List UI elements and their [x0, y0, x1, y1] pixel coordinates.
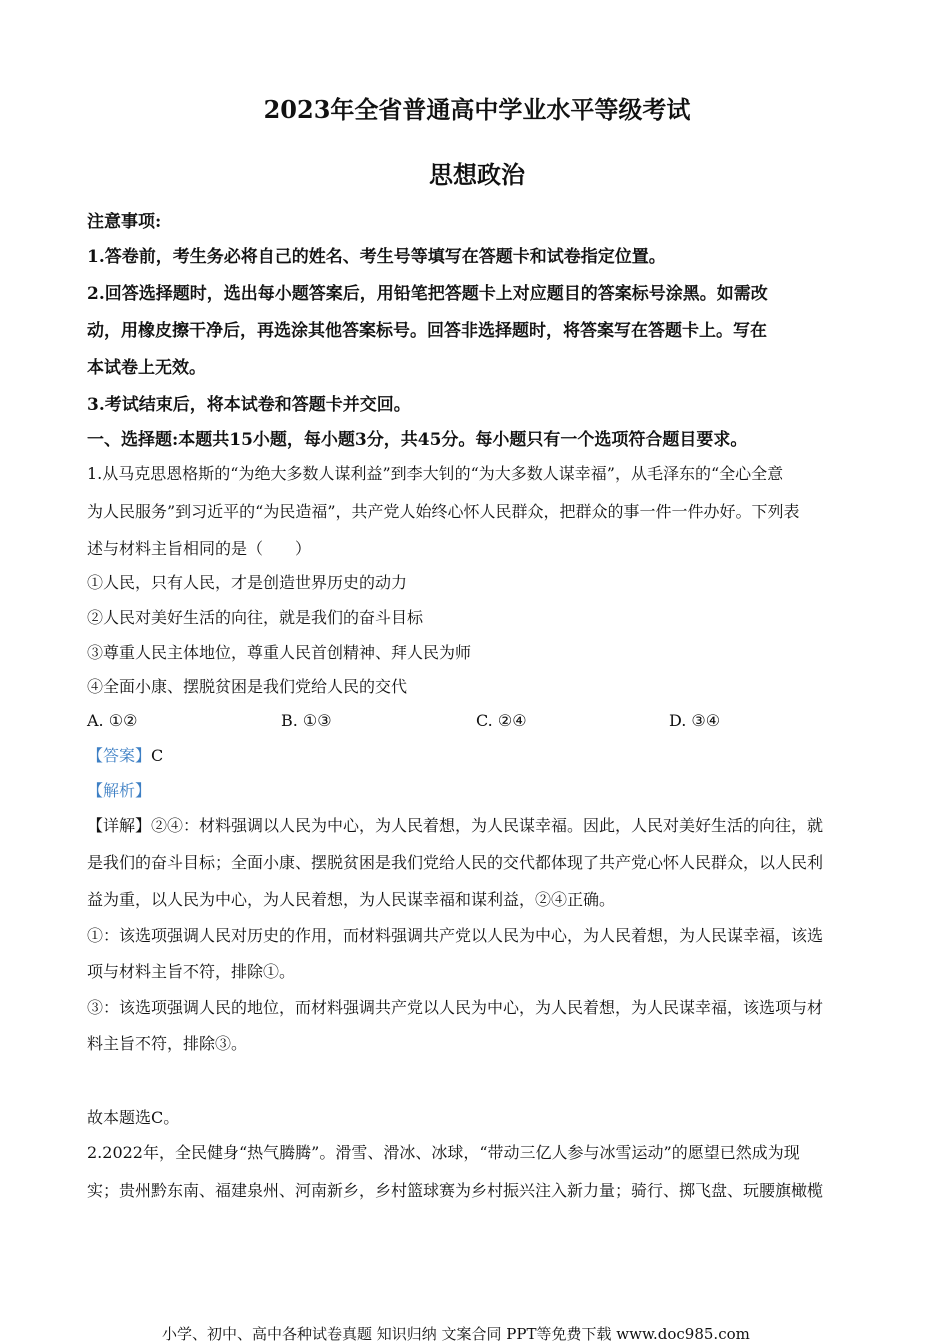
q1-detail-line-1: 【详解】②④：材料强调以人民为中心，为人民着想，为人民谋幸福。因此，人民对美好生活的向往，就	[87, 816, 824, 835]
q1-stem-line-1: 1.从马克思恩格斯的“为绝大多数人谋利益”到李大钊的“为大多数人谋幸福”，从毛泽东的“全心全意	[87, 464, 784, 483]
q1-detail-line-3: 益为重，以人民为中心，为人民着想，为人民谋幸福和谋利益，②④正确。	[87, 890, 616, 909]
notice-heading: 注意事项:	[87, 212, 162, 232]
q1-stem-line-3: 述与材料主旨相同的是（ ）	[87, 539, 312, 558]
q1-conclusion: 故本题选C。	[87, 1108, 180, 1127]
q2-stem-line-1: 2.2022年，全民健身“热气腾腾”。滑雪、滑冰、冰球，“带动三亿人参与冰雪运动”的愿望已然成为现	[87, 1143, 800, 1162]
notice-item-3: 3.考试结束后，将本试卷和答题卡并交回。	[87, 395, 411, 415]
answer-label: 【答案】	[87, 746, 152, 765]
q1-stem-line-2: 为人民服务”到习近平的“为民造福”，共产党人始终心怀人民群众，把群众的事一件一件办好。下列表	[87, 502, 800, 521]
q1-detail-line-7: 料主旨不符，排除③。	[87, 1034, 248, 1053]
q1-option-c: C. ②④	[476, 711, 527, 730]
q1-item-2: ②人民对美好生活的向往，就是我们的奋斗目标	[87, 608, 424, 627]
analysis-label: 【解析】	[87, 781, 152, 800]
q1-detail-line-6: ③：该选项强调人民的地位，而材料强调共产党以人民为中心，为人民着想，为人民谋幸福，该选项与材	[87, 998, 824, 1017]
notice-item-1: 1.答卷前，考生务必将自己的姓名、考生号等填写在答题卡和试卷指定位置。	[87, 247, 666, 267]
q1-detail-line-4: ①：该选项强调人民对历史的作用，而材料强调共产党以人民为中心，为人民着想，为人民谋幸福，该选	[87, 926, 824, 945]
q1-item-1: ①人民，只有人民，才是创造世界历史的动力	[87, 573, 408, 592]
answer-value: C	[151, 746, 164, 765]
q1-answer	[87, 746, 163, 766]
subject-title: 思想政治	[429, 160, 525, 189]
notice-item-2-line-1: 2.回答选择题时，选出每小题答案后，用铅笔把答题卡上对应题目的答案标号涂黑。如需改	[87, 284, 768, 304]
q2-stem-line-2: 实；贵州黔东南、福建泉州、河南新乡，乡村篮球赛为乡村振兴注入新力量；骑行、掷飞盘、玩腰旗橄榄	[87, 1181, 824, 1200]
q1-item-4: ④全面小康、摆脱贫困是我们党给人民的交代	[87, 677, 408, 696]
section-heading: 一、选择题:本题共15小题，每小题3分，共45分。每小题只有一个选项符合题目要求。	[87, 430, 748, 450]
q1-item-3: ③尊重人民主体地位，尊重人民首创精神、拜人民为师	[87, 643, 472, 662]
q1-option-b: B. ①③	[281, 711, 332, 730]
q1-detail-line-5: 项与材料主旨不符，排除①。	[87, 962, 296, 981]
footer-watermark-text: 小学、初中、高中各种试卷真题 知识归纳 文案合同 PPT等免费下载 www.doc985.com	[162, 1325, 750, 1343]
notice-item-2-line-2: 动，用橡皮擦干净后，再选涂其他答案标号。回答非选择题时，将答案写在答题卡上。写在	[87, 321, 767, 341]
exam-title: 2023年全省普通高中学业水平等级考试	[263, 95, 691, 124]
q1-detail-line-2: 是我们的奋斗目标；全面小康、摆脱贫困是我们党给人民的交代都体现了共产党心怀人民群众，以人民利	[87, 853, 824, 872]
q1-option-d: D. ③④	[669, 711, 721, 730]
notice-item-2-line-3: 本试卷上无效。	[87, 358, 206, 378]
q1-option-a: A. ①②	[87, 711, 138, 730]
